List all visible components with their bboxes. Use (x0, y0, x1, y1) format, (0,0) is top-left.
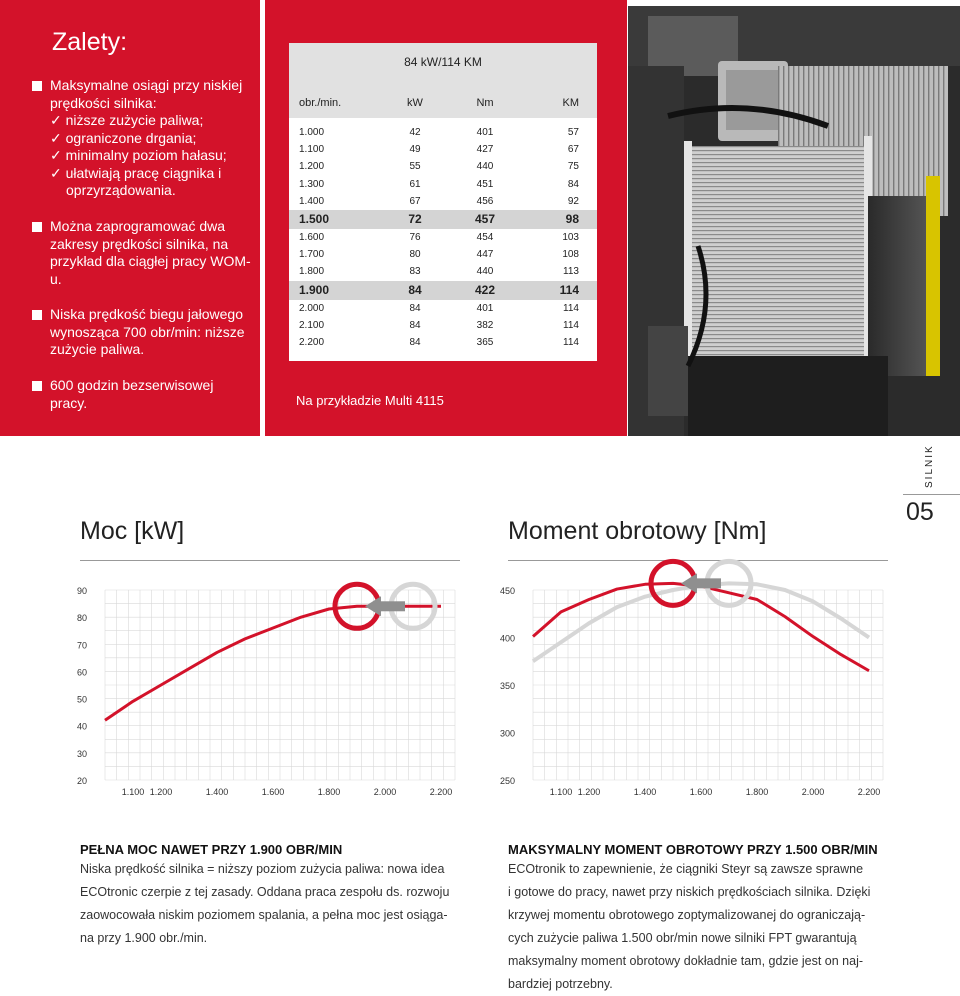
column-header: kW (407, 97, 423, 109)
engine-radiator-photo (628, 6, 960, 436)
table-cell: 114 (563, 302, 579, 314)
table-cell: 1.500 (299, 211, 330, 226)
spec-table-caption: Na przykładzie Multi 4115 (296, 393, 444, 408)
advantage-checklist (50, 112, 252, 200)
column-header: KM (562, 97, 579, 109)
shift-arrow-head (365, 596, 381, 616)
table-row (289, 281, 597, 300)
paragraph-line: ECOtronic czerpie z tej zasady. Oddana praca zespołu ds. rozwoju (80, 885, 450, 899)
table-cell: 84 (567, 178, 579, 190)
table-cell: 98 (565, 211, 579, 226)
table-cell: 75 (567, 161, 579, 173)
advantage-item-1 (32, 77, 252, 200)
x-tick-label: 1.600 (261, 787, 285, 797)
advantage-item-4 (32, 377, 232, 412)
table-cell: 440 (476, 266, 494, 278)
table-row (289, 210, 597, 229)
y-tick-label: 50 (76, 694, 87, 705)
table-cell: 113 (563, 266, 579, 278)
column-header: obr./min. (299, 97, 342, 109)
torque-paragraph (508, 858, 888, 996)
advantage-item-2 (32, 218, 252, 288)
table-cell: 365 (476, 336, 494, 348)
table-cell: 92 (567, 195, 579, 207)
table-row (289, 158, 597, 175)
checkmark-icon: ✓ (50, 164, 66, 181)
y-tick-label: 450 (499, 586, 515, 596)
y-tick-label: 70 (76, 640, 87, 651)
check-item (50, 165, 252, 200)
table-cell: 1.000 (299, 127, 325, 138)
series-line (105, 606, 441, 720)
table-cell: 84 (409, 302, 421, 314)
table-cell: 451 (476, 178, 494, 190)
table-cell: 49 (409, 144, 421, 156)
table-cell: 1.900 (299, 282, 330, 297)
x-tick-label: 2.200 (429, 787, 453, 797)
paragraph-line: i gotowe do pracy, nawet przy niskich prędkościach silnika. Dzięki (508, 885, 871, 899)
spec-table-header (289, 85, 597, 118)
paragraph-line: ECOtronik to zapewnienie, że ciągniki Steyr są zawsze sprawne (508, 862, 864, 876)
bullet-square-icon (32, 81, 42, 91)
page-number: 05 (906, 498, 934, 526)
series-line (533, 583, 869, 661)
x-tick-label: 1.200 (149, 787, 173, 797)
y-tick-label: 400 (499, 633, 515, 644)
paragraph-line: na przy 1.900 obr./min. (80, 931, 208, 945)
table-cell: 84 (409, 336, 421, 348)
table-cell: 401 (476, 127, 494, 138)
check-item (50, 112, 252, 130)
table-cell: 447 (476, 249, 494, 261)
table-cell: 382 (476, 319, 494, 331)
torque-chart-title: Moment obrotowy [Nm] (508, 517, 767, 545)
table-cell: 42 (409, 127, 421, 138)
table-row (289, 176, 597, 193)
check-item (50, 147, 252, 165)
y-tick-label: 60 (76, 667, 87, 678)
table-cell: 72 (408, 211, 422, 226)
checkmark-icon: ✓ (50, 129, 66, 146)
y-tick-label: 20 (76, 776, 87, 786)
table-cell: 401 (476, 302, 494, 314)
spec-table-title: 84 kW/114 KM (289, 43, 597, 85)
table-cell: 1.100 (299, 144, 325, 156)
check-item (50, 130, 252, 148)
table-cell: 76 (409, 231, 421, 243)
x-tick-label: 1.100 (549, 787, 573, 797)
torque-heading: MAKSYMALNY MOMENT OBROTOWY PRZY 1.500 OBR/MIN (508, 842, 878, 857)
table-cell: 84 (409, 319, 421, 331)
table-cell: 55 (409, 161, 421, 173)
y-tick-label: 80 (76, 613, 87, 624)
x-tick-label: 2.000 (801, 787, 825, 797)
power-chart-title: Moc [kW] (80, 517, 185, 545)
y-tick-label: 350 (499, 681, 515, 691)
check-item-text: ograniczone drgania; (65, 129, 197, 146)
table-cell: 84 (408, 282, 422, 297)
table-cell: 2.000 (299, 302, 325, 314)
table-row (289, 317, 597, 334)
check-item-text: ułatwiają pracę ciągnika i oprzyrządowania. (65, 164, 222, 198)
advantage-item-1-lead: Maksymalne osiągi przy niskiej prędkości silnika: (50, 77, 243, 111)
y-tick-label: 30 (76, 748, 87, 759)
power-heading: PEŁNA MOC NAWET PRZY 1.900 OBR/MIN (80, 842, 343, 857)
x-tick-label: 1.400 (205, 787, 229, 797)
advantage-item-4-text: 600 godzin bezserwisowej pracy. (50, 377, 214, 411)
table-cell: 83 (409, 266, 421, 278)
table-cell: 114 (563, 336, 579, 348)
shift-arrow-shaft (695, 578, 721, 588)
table-cell: 103 (562, 231, 579, 243)
table-cell: 114 (563, 319, 579, 331)
checkmark-icon: ✓ (50, 147, 66, 163)
table-row (289, 229, 597, 246)
table-cell: 1.700 (299, 249, 325, 261)
table-cell: 1.800 (299, 266, 325, 278)
x-tick-label: 1.600 (689, 787, 713, 797)
x-tick-label: 2.000 (373, 787, 397, 797)
power-chart (75, 580, 465, 800)
table-cell: 457 (474, 211, 496, 226)
column-header: Nm (476, 97, 494, 109)
y-tick-label: 40 (76, 721, 87, 732)
y-tick-label: 300 (499, 728, 515, 739)
checkmark-icon: ✓ (50, 112, 66, 128)
paragraph-line: krzywej momentu obrotowego zoptymalizowanej do ograniczają- (508, 908, 866, 922)
torque-chart (499, 580, 893, 800)
check-item-text: niższe zużycie paliwa; (65, 112, 204, 128)
shift-arrow-head (681, 573, 697, 593)
advantages-title: Zalety: (52, 28, 128, 56)
paragraph-line: maksymalny moment obrotowy dokładnie tam, gdzie jest on naj- (508, 954, 864, 968)
spec-table (289, 43, 597, 361)
table-row (289, 246, 597, 263)
table-cell: 108 (562, 249, 579, 261)
table-cell: 427 (476, 144, 494, 156)
table-row (289, 124, 597, 141)
table-row (289, 141, 597, 158)
table-cell: 1.200 (299, 161, 325, 173)
paragraph-line: cych zużycie paliwa 1.500 obr/min nowe silniki FPT gwarantują (508, 931, 857, 945)
advantage-item-2-text: Można zaprogramować dwa zakresy prędkości silnika, na przykład dla ciągłej pracy WOM-u. (50, 218, 251, 287)
check-item-text: minimalny poziom hałasu; (65, 147, 227, 163)
bullet-square-icon (32, 381, 42, 391)
shift-arrow-shaft (379, 601, 405, 611)
table-cell: 57 (567, 127, 579, 138)
paragraph-line: zaowocowała niskim poziomem spalania, a pełna moc jest osiąga- (80, 908, 448, 922)
x-tick-label: 1.800 (745, 787, 769, 797)
section-label-text: SILNIK (924, 444, 935, 488)
table-cell: 1.300 (299, 178, 325, 190)
paragraph-line: Niska prędkość silnika = niższy poziom zużycia paliwa: nowa idea (80, 862, 445, 876)
bullet-square-icon (32, 310, 42, 320)
power-paragraph (80, 858, 460, 950)
x-tick-label: 1.800 (317, 787, 341, 797)
advantage-item-3-text: Niska prędkość biegu jałowego wynosząca 700 obr/min: niższe zużycie paliwa. (50, 306, 245, 357)
power-chart-title-rule (80, 560, 460, 561)
advantage-item-3 (32, 306, 252, 359)
table-row (289, 300, 597, 317)
paragraph-line: bardziej potrzebny. (508, 977, 613, 991)
table-cell: 114 (559, 282, 579, 297)
table-cell: 61 (409, 178, 421, 190)
x-tick-label: 1.100 (121, 787, 145, 797)
table-cell: 1.600 (299, 231, 325, 243)
table-cell: 2.200 (299, 336, 325, 348)
table-cell: 422 (474, 282, 496, 297)
spec-table-body (289, 124, 597, 351)
table-row (289, 334, 597, 351)
table-cell: 2.100 (299, 319, 325, 331)
table-cell: 80 (409, 249, 421, 261)
bullet-square-icon (32, 222, 42, 232)
table-cell: 67 (409, 195, 421, 207)
table-cell: 1.400 (299, 195, 325, 207)
table-cell: 67 (567, 144, 579, 156)
x-tick-label: 1.200 (577, 787, 601, 797)
table-row (289, 193, 597, 210)
table-cell: 454 (476, 231, 494, 243)
page-number-rule (903, 494, 960, 495)
table-cell: 456 (476, 195, 494, 207)
torque-chart-title-rule (508, 560, 888, 561)
advantages-panel (0, 0, 260, 436)
x-tick-label: 1.400 (633, 787, 657, 797)
x-tick-label: 2.200 (857, 787, 881, 797)
table-row (289, 263, 597, 280)
y-tick-label: 250 (499, 776, 515, 786)
table-cell: 440 (476, 161, 494, 173)
y-tick-label: 90 (76, 586, 87, 596)
